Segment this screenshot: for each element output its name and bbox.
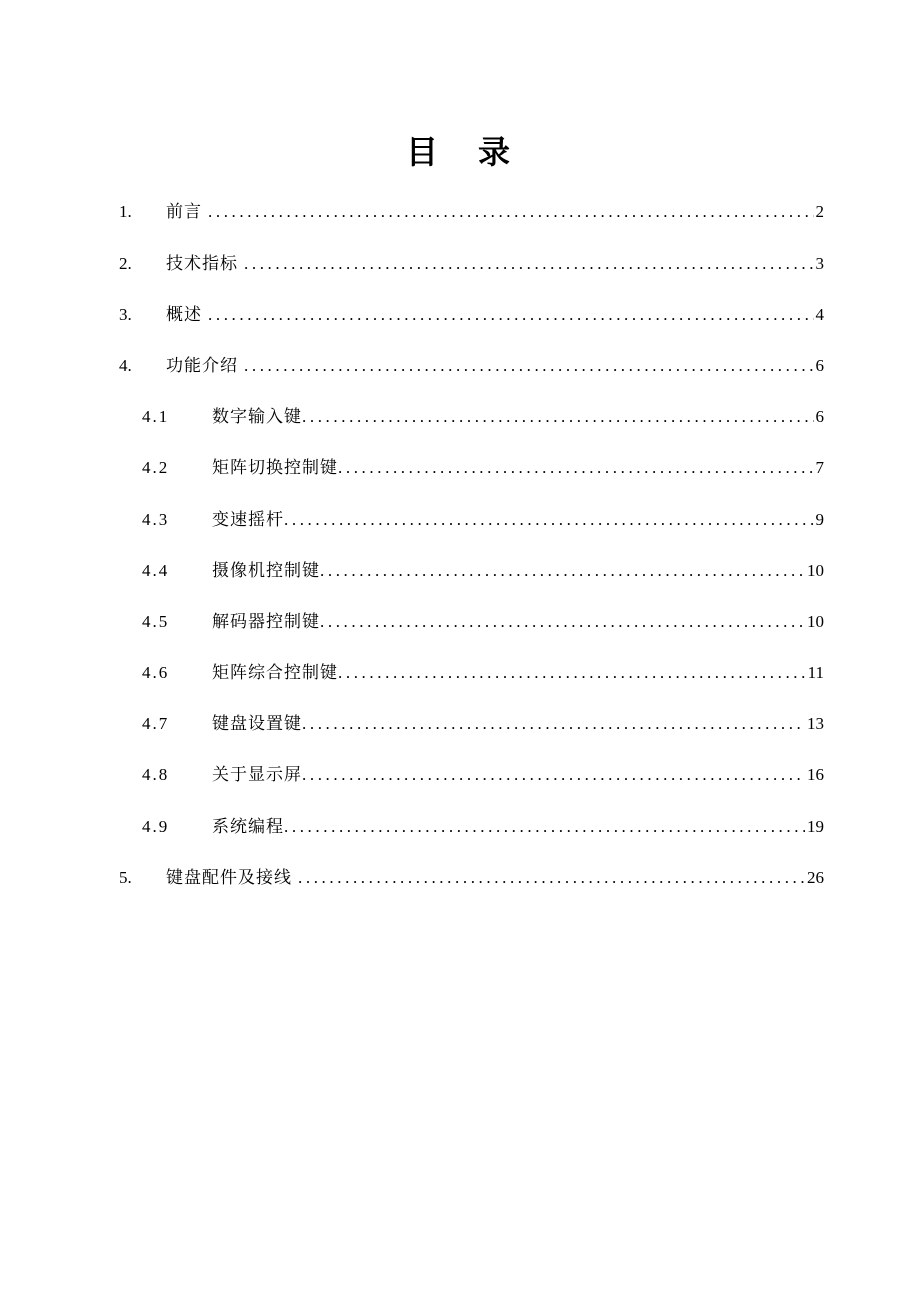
toc-entry-page: 26	[807, 868, 824, 887]
toc-entry-page: 13	[807, 714, 824, 733]
toc-dot-leader	[284, 506, 814, 534]
toc-dot-leader	[338, 659, 806, 687]
toc-entry-page: 10	[807, 561, 824, 580]
toc-entry-number: 4.3	[142, 510, 170, 529]
toc-entry-label: 功能介绍	[166, 356, 238, 376]
toc-entry-number: 4.9	[142, 817, 170, 836]
toc-entry-page: 19	[807, 817, 824, 836]
toc-entry-label: 前言	[166, 202, 202, 222]
toc-entry-label: 概述	[166, 305, 202, 325]
toc-entry-number: 2.	[119, 254, 132, 273]
toc-entry-number: 4.4	[142, 561, 170, 580]
toc-entry[interactable]	[119, 198, 824, 226]
toc-dot-leader	[302, 710, 805, 738]
toc-entry-page: 9	[815, 510, 824, 529]
toc-dot-leader	[298, 864, 805, 892]
toc-entry-label: 摄像机控制键	[212, 561, 320, 581]
toc-entry-label: 数字输入键	[212, 407, 302, 427]
toc-entry[interactable]	[119, 864, 824, 892]
toc-entry-page: 11	[807, 663, 824, 682]
toc-entry[interactable]	[142, 506, 824, 534]
toc-entry-label: 矩阵综合控制键	[212, 663, 338, 683]
toc-entry-number: 4.2	[142, 458, 170, 477]
toc-entry-number: 1.	[119, 202, 132, 221]
toc-entry[interactable]	[119, 250, 824, 278]
toc-dot-leader	[244, 250, 814, 278]
toc-dot-leader	[244, 352, 814, 380]
toc-entry-number: 3.	[119, 305, 132, 324]
toc-entry-label: 键盘设置键	[212, 714, 302, 734]
toc-entry-number: 4.7	[142, 714, 170, 733]
toc-entry-page: 6	[815, 407, 824, 426]
toc-title: 目录	[405, 133, 550, 171]
toc-entry-label: 解码器控制键	[212, 612, 320, 632]
toc-entry-label: 技术指标	[166, 254, 238, 274]
toc-entry-label: 关于显示屏	[212, 765, 302, 785]
toc-entry-page: 3	[815, 254, 824, 273]
toc-entry-label: 键盘配件及接线	[166, 868, 292, 888]
toc-entry[interactable]	[142, 454, 824, 482]
toc-entry[interactable]	[142, 761, 824, 789]
toc-entry[interactable]	[142, 813, 824, 841]
toc-entry-page: 4	[815, 305, 824, 324]
toc-dot-leader	[302, 403, 814, 431]
toc-entry[interactable]	[142, 557, 824, 585]
toc-dot-leader	[302, 761, 805, 789]
toc-entry-label: 变速摇杆	[212, 510, 284, 530]
toc-entry-page: 2	[815, 202, 824, 221]
toc-entry[interactable]	[119, 352, 824, 380]
toc-entry[interactable]	[142, 403, 824, 431]
toc-entry[interactable]	[142, 608, 824, 636]
toc-entry-number: 4.8	[142, 765, 170, 784]
toc-dot-leader	[284, 813, 805, 841]
toc-entry[interactable]	[119, 301, 824, 329]
toc-entry-number: 5.	[119, 868, 132, 887]
toc-entry[interactable]	[142, 659, 824, 687]
toc-dot-leader	[320, 608, 805, 636]
toc-entry-number: 4.1	[142, 407, 170, 426]
toc-entry-label: 系统编程	[212, 817, 284, 837]
toc-entry-number: 4.5	[142, 612, 170, 631]
toc-entry-page: 10	[807, 612, 824, 631]
toc-dot-leader	[208, 301, 814, 329]
toc-entry[interactable]	[142, 710, 824, 738]
toc-entry-label: 矩阵切换控制键	[212, 458, 338, 478]
toc-entry-number: 4.	[119, 356, 132, 375]
toc-dot-leader	[320, 557, 805, 585]
toc-dot-leader	[208, 198, 814, 226]
toc-entry-page: 6	[815, 356, 824, 375]
toc-entry-page: 16	[807, 765, 824, 784]
toc-dot-leader	[338, 454, 814, 482]
toc-entry-page: 7	[815, 458, 824, 477]
toc-entry-number: 4.6	[142, 663, 170, 682]
